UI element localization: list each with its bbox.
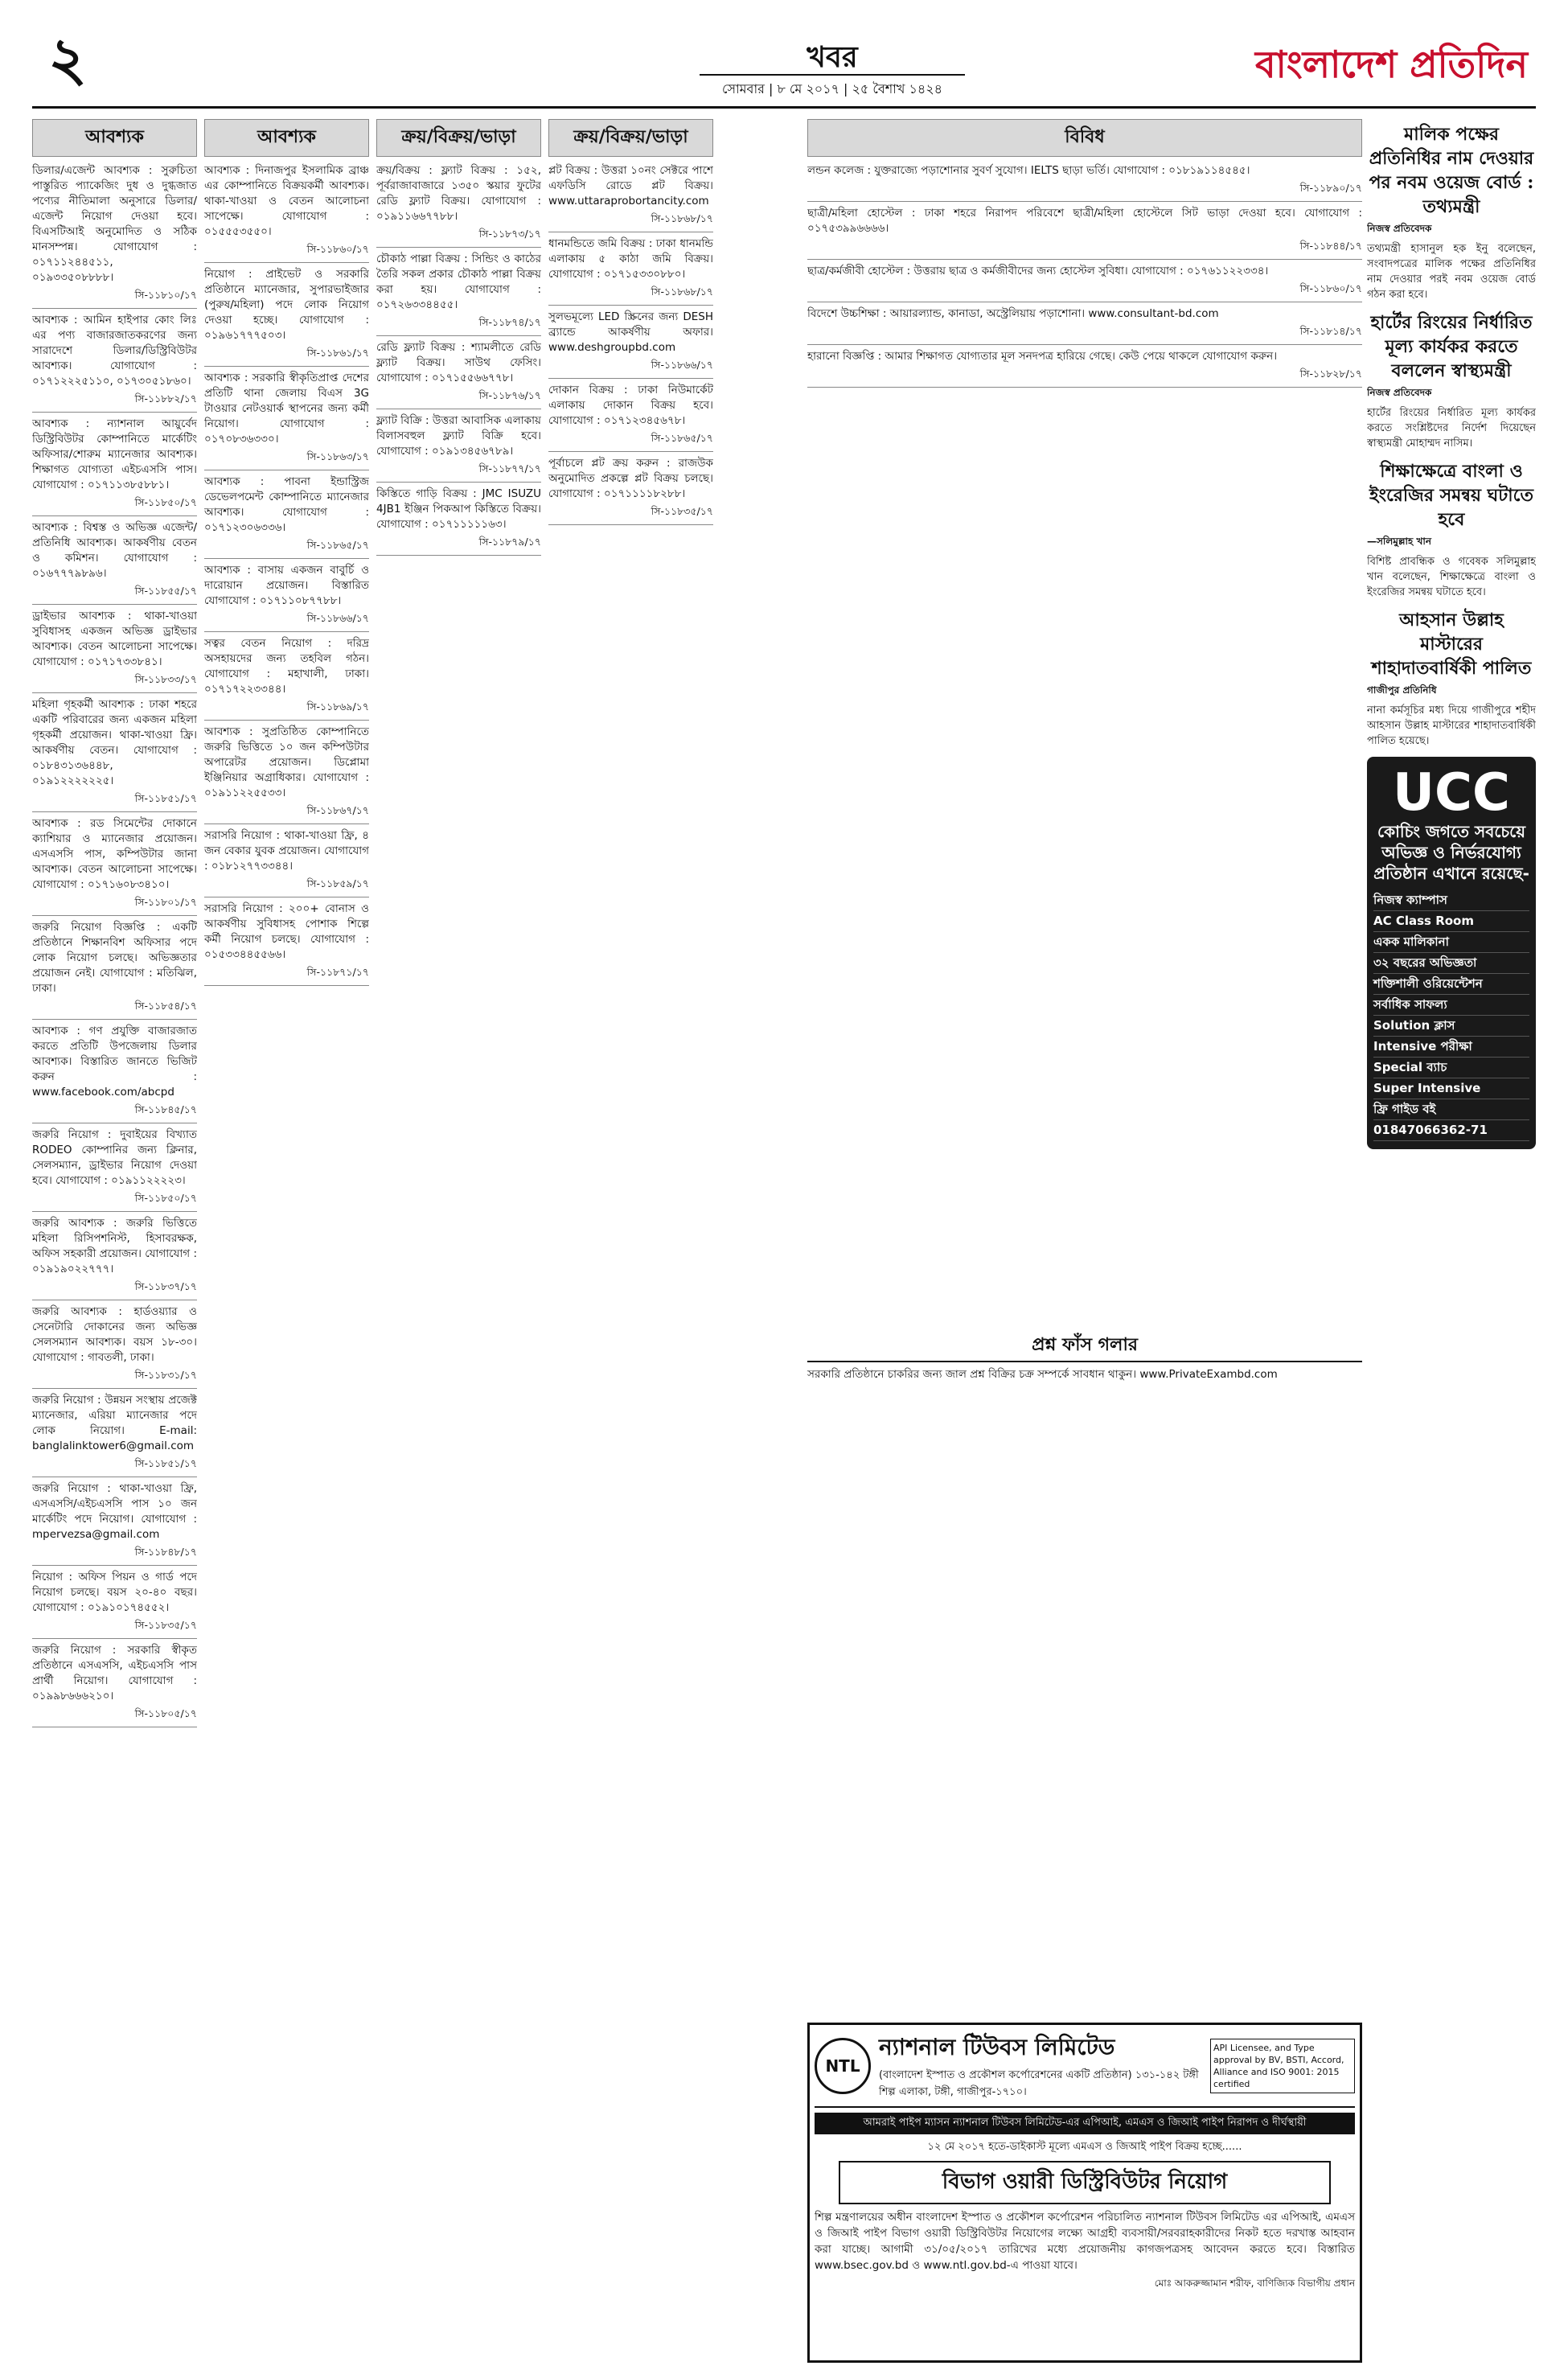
classified-ad: সত্বর বেতন নিয়োগ : দরিদ্র অসহায়দের জন্য তহবিল গঠন। যোগাযোগ : মহাখালী, ঢাকা। ০১৭১৭২২৩৩৪৪। bbox=[204, 637, 369, 696]
ucc-tagline: কোচিং জগতে সবচেয়ে অভিজ্ঞ ও নির্ভরযোগ্য প্রতিষ্ঠান এখানে রয়েছে- bbox=[1373, 822, 1529, 883]
classified-ad: ধানমন্ডিতে জমি বিক্রয় : ঢাকা ধানমন্ডি এলাকায় ৫ কাঠা জমি বিক্রয়। যোগাযোগ : ০১৭১৫৩৩০৮৮০। bbox=[548, 237, 713, 281]
classified-ad: সুলভমূল্যে LED স্ক্রিনের জন্য DESH ব্র্যান্ডে আকর্ষণীয় অফার। www.deshgroupbd.com bbox=[548, 310, 713, 354]
classified-ad: ছাত্র/কর্মজীবী হোস্টেল : উত্তরায় ছাত্র ও কর্মজীবীদের জন্য হোস্টেল সুবিধা। যোগাযোগ : ০১৭৬১১২২৩৩৪। bbox=[807, 265, 1269, 277]
classified-column bbox=[204, 119, 369, 2363]
news-credit: নিজস্ব প্রতিবেদক bbox=[1367, 223, 1432, 234]
news-body: হার্টের রিংয়ের নির্ধারিত মূল্য কার্যকর করতে সংশ্লিষ্টদের নির্দেশ দিয়েছেন স্বাস্থ্যমন্ত্রী মোহাম্মদ নাসিম। bbox=[1367, 407, 1536, 450]
classified-ad: সরাসরি নিয়োগ : থাকা-খাওয়া ফ্রি, ৪ জন বেকার যুবক প্রয়োজন। যোগাযোগ : ০১৮১২৭৭৩৩৪৪। bbox=[204, 829, 369, 873]
news-body: বিশিষ্ট প্রাবন্ধিক ও গবেষক সলিমুল্লাহ খান বলেছেন, শিক্ষাক্ষেত্রে বাংলা ও ইংরেজির সমন্বয় ঘটাতে হবে। bbox=[1367, 556, 1536, 598]
page-number: ২ bbox=[48, 25, 88, 94]
ntl-advertisement bbox=[807, 2023, 1362, 2363]
column-heading: ক্রয়/বিক্রয়/ভাড়া bbox=[376, 119, 541, 157]
ntl-signature: মোঃ আকরুজ্জামান শরীফ, বাণিজ্যিক বিভাগীয় প্রধান bbox=[1154, 2277, 1355, 2289]
ad-reference: সি-১১৮৭৩/১৭ bbox=[376, 227, 541, 248]
ad-reference: সি-১১৮৫০/১৭ bbox=[32, 495, 197, 516]
ntl-banner: আমরাই পাইপ ম্যাসন ন্যাশনাল টিউবস লিমিটেড-এর এপিআই, এমএস ও জিআই পাইপ নিরাপদ ও দীর্ঘস্থায়ী bbox=[815, 2113, 1355, 2134]
ad-reference: সি-১১৮৬০/১৭ bbox=[204, 242, 369, 263]
ad-reference: সি-১১৮৩৫/১৭ bbox=[548, 504, 713, 525]
news-body: তথ্যমন্ত্রী হাসানুল হক ইনু বলেছেন, সংবাদপত্রের মালিক পক্ষের প্রতিনিধির নাম দেওয়ার পরই নবম ওয়েজ বোর্ড গঠন করা হবে। bbox=[1367, 243, 1536, 301]
classified-ad: রেডি ফ্ল্যাট বিক্রয় : শ্যামলীতে রেডি ফ্ল্যাট বিক্রয়। সাউথ ফেসিং। যোগাযোগ : ০১৭১৫৫৬৬৭৭৮। bbox=[376, 341, 541, 384]
ntl-certification: API Licensee, and Type approval by BV, BSTI, Accord, Alliance and ISO 9001: 2015 certified bbox=[1210, 2039, 1355, 2093]
classified-ad: আবশ্যক : দিনাজপুর ইসলামিক ব্রাঞ্চ এর কোম্পানিতে বিক্রয়কর্মী আবশ্যক। থাকা-খাওয়া ও বেতন আলোচনা সাপেক্ষে। যোগাযোগ : ০১৫৫৫৩৫৫০। bbox=[204, 164, 369, 238]
classified-ad: ড্রাইভার আবশ্যক : থাকা-খাওয়া সুবিধাসহ একজন অভিজ্ঞ ড্রাইভার আবশ্যক। বেতন আলোচনা সাপেক্ষে। যোগাযোগ : ০১৭১৭৩৩৮৪১। bbox=[32, 610, 197, 668]
classified-ad: জরুরি নিয়োগ বিজ্ঞপ্তি : একটি প্রতিষ্ঠানে শিক্ষানবিশ অফিসার পদে লোক নিয়োগ চলছে। অভিজ্ঞতার প্রয়োজন নেই। যোগাযোগ : মতিঝিল, ঢাকা। bbox=[32, 921, 197, 995]
ad-reference: সি-১১৮৫০/১৭ bbox=[32, 1191, 197, 1212]
ad-reference: সি-১১৮৩১/১৭ bbox=[32, 1368, 197, 1389]
classified-ad: সরাসরি নিয়োগ : ২০০+ বোনাস ও আকর্ষণীয় সুবিধাসহ পোশাক শিল্পে কর্মী নিয়োগ চলছে। যোগাযোগ : ০১৫৩৩৪৪৫৫৬৬। bbox=[204, 902, 369, 961]
ntl-body: শিল্প মন্ত্রণালয়ের অধীন বাংলাদেশ ইস্পাত ও প্রকৌশল কর্পোরেশন পরিচালিত ন্যাশনাল টিউবস লিমিটেড এর এপিআই, এমএস ও জিআই পাইপ বিভাগ ওয়ারী ডিস্ট্রিবিউটর নিয়োগের লক্ষ্যে আগ্রহী ব্যবসায়ী/সরবরাহকারীদের নিকট হতে দরখাস্ত আহবান করা যাচ্ছে। আগামী ৩১/০৫/২০১৭ তারিখের মধ্যে প্রয়োজনীয় কাগজপত্রসহ আবেদন করতে হবে। বিস্তারিত www.bsec.gov.bd ও www.ntl.gov.bd-এ পাওয়া যাবে। bbox=[815, 2211, 1355, 2272]
notice-text: সরকারি প্রতিষ্ঠানে চাকরির জন্য জাল প্রশ্ন বিক্রির চক্র সম্পর্কে সাবধান থাকুন। www.PrivateExambd.com bbox=[807, 1368, 1278, 1381]
ad-reference: সি-১১৮৬৭/১৭ bbox=[204, 803, 369, 824]
classified-ad: আবশ্যক : পাবনা ইন্ডাস্ট্রিজ ডেভেলপমেন্ট কোম্পানিতে ম্যানেজার আবশ্যক। যোগাযোগ : ০১৭১২৩০৬৩৩৬। bbox=[204, 475, 369, 534]
classified-ad: আবশ্যক : আমিন হাইপার কোং লিঃ এর পণ্য বাজারজাতকরণের জন্য সারাদেশে ডিলার/ডিস্ট্রিবিউটর আবশ্যক। যোগাযোগ : ০১৭১২২২৫১১০, ০১৭৩০৫১৮৬০। bbox=[32, 314, 197, 388]
classified-ad: আবশ্যক : ন্যাশনাল আয়ুর্বেদ ডিস্ট্রিবিউটর কোম্পানিতে মার্কেটিং অফিসার/শোরুম ম্যানেজার আবশ্যক। শিক্ষাগত যোগ্যতা এইচএসসি পাস। যোগাযোগ : ০১৭১১৩৮৫৮৮১। bbox=[32, 417, 197, 491]
ucc-feature: Solution ক্লাস bbox=[1373, 1016, 1529, 1037]
classified-ad: দোকান বিক্রয় : ঢাকা নিউমার্কেট এলাকায় দোকান বিক্রয় হবে। যোগাযোগ : ০১৭১২৩৪৫৬৭৮। bbox=[548, 384, 713, 427]
ad-reference: সি-১১৮৫১/১৭ bbox=[32, 791, 197, 812]
masthead-rule bbox=[32, 106, 1536, 109]
ntl-name: ন্যাশনাল টিউবস লিমিটেড bbox=[879, 2034, 1115, 2060]
news-headline: আহসান উল্লাহ মাস্টারের শাহাদাতবার্ষিকী পালিত bbox=[1371, 610, 1532, 679]
ucc-advertisement bbox=[1367, 757, 1536, 1149]
ntl-subtitle: (বাংলাদেশ ইস্পাত ও প্রকৌশল কর্পোরেশনের একটি প্রতিষ্ঠান) ১৩১-১৪২ টঙ্গী শিল্প এলাকা, টঙ্গী, গাজীপুর-১৭১০। bbox=[879, 2069, 1199, 2098]
ad-reference: সি-১১৮৭১/১৭ bbox=[204, 965, 369, 986]
classified-ad: আবশ্যক : রড সিমেন্টের দোকানে ক্যাশিয়ার ও ম্যানেজার প্রয়োজন। এসএসসি পাস, কম্পিউটার জানা আবশ্যক। বেতন আলোচনা সাপেক্ষে। যোগাযোগ : ০১৭১৬০৮৩৪১০। bbox=[32, 817, 197, 891]
ntl-date: ১২ মে ২০১৭ হতে-ডাইকাস্ট মূল্যে এমএস ও জিআই পাইপ বিক্রয় হচ্ছে...... bbox=[927, 2141, 1242, 2153]
news-credit: গাজীপুর প্রতিনিধি bbox=[1367, 684, 1437, 696]
ad-reference: সি-১১৮৭৯/১৭ bbox=[376, 535, 541, 556]
notice-title: প্রশ্ন ফাঁস গলার bbox=[807, 1331, 1362, 1362]
ad-reference: সি-১১৮৬৩/১৭ bbox=[204, 450, 369, 470]
classified-ad: চৌকাঠ পাল্লা বিক্রয় : সিন্ডিং ও কাঠের তৈরি সকল প্রকার চৌকাঠ পাল্লা বিক্রয় করা হয়। যোগাযোগ : ০১৭২৬৩৩৪৪৫৫। bbox=[376, 253, 541, 311]
classified-ad: কিস্তিতে গাড়ি বিক্রয় : JMC ISUZU 4JB1 ইঞ্জিন পিকআপ কিস্তিতে বিক্রয়। যোগাযোগ : ০১৭১১১১১৬৩। bbox=[376, 487, 541, 531]
classified-ad: প্লট বিক্রয় : উত্তরা ১০নং সেক্টরে পাশে এফডিসি রোডে প্লট বিক্রয়। www.uttaraprobortancity.com bbox=[548, 164, 713, 207]
section-title: খবর bbox=[807, 40, 858, 74]
ad-reference: সি-১১৮৩৫/১৭ bbox=[32, 1618, 197, 1639]
ucc-feature: ৩২ বছরের অভিজ্ঞতা bbox=[1373, 953, 1529, 974]
classified-ad: মহিলা গৃহকর্মী আবশ্যক : ঢাকা শহরে একটি পরিবারের জন্য একজন মহিলা গৃহকর্মী প্রয়োজন। থাকা-খাওয়া ফ্রি। আকর্ষণীয় বেতন। যোগাযোগ : ০১৮৪৩১৩৬৪৪৮, ০১৯১২২২২২২৫। bbox=[32, 698, 197, 787]
classified-ad: জরুরি নিয়োগ : সরকারি স্বীকৃত প্রতিষ্ঠানে এসএসসি, এইচএসসি পাস প্রার্থী নিয়োগ। যোগাযোগ : ০১৯৯৮৬৬৬২১০। bbox=[32, 1644, 197, 1702]
ntl-logo: NTL bbox=[815, 2038, 871, 2094]
ad-reference: সি-১১৮০৫/১৭ bbox=[32, 1707, 197, 1727]
news-body: নানা কর্মসূচির মধ্য দিয়ে গাজীপুরে শহীদ আহসান উল্লাহ মাস্টারের শাহাদাতবার্ষিকী পালিত হয়েছে। bbox=[1367, 704, 1536, 747]
classified-ad: জরুরি আবশ্যক : জরুরি ভিত্তিতে মহিলা রিসিপশনিস্ট, হিসাবরক্ষক, অফিস সহকারী প্রয়োজন। যোগাযোগ : ০১৯১৯০২২৭৭৭। bbox=[32, 1217, 197, 1275]
ad-reference: সি-১১৮৭৬/১৭ bbox=[376, 388, 541, 409]
ucc-feature: নিজস্ব ক্যাম্পাস bbox=[1373, 890, 1529, 911]
ad-reference: সি-১১৮৪৮/১৭ bbox=[32, 1545, 197, 1566]
column-heading: আবশ্যক bbox=[204, 119, 369, 157]
classified-ad: ডিলার/এজেন্ট আবশ্যক : সুরুচিতা পাস্তুরিত প্যাকেজিং দুধ ও দুগ্ধজাত পণ্যের নীতিমালা অনুসারে ডিলার/এজেন্ট নিয়োগ দেওয়া হবে। বিএসটিআই অনুমোদিত ও সঠিক মানসম্পন্ন। যোগাযোগ : ০১৭১১২৪৪৫১১, ০১৯৩৩৫০৮৮৮৮। bbox=[32, 164, 197, 284]
ad-reference: সি-১১৮৭৭/১৭ bbox=[376, 462, 541, 483]
ad-reference: সি-১১৮৩৩/১৭ bbox=[32, 672, 197, 693]
ad-reference: সি-১১৮৬৫/১৭ bbox=[548, 431, 713, 452]
ad-reference: সি-১১৮৭৪/১৭ bbox=[376, 315, 541, 336]
ad-reference: সি-১১৮৩৭/১৭ bbox=[32, 1279, 197, 1300]
ucc-feature: Special ব্যাচ bbox=[1373, 1058, 1529, 1078]
column-heading: আবশ্যক bbox=[32, 119, 197, 157]
news-credit: নিজস্ব প্রতিবেদক bbox=[1367, 387, 1432, 398]
ad-reference: সি-১১৮৬১/১৭ bbox=[204, 346, 369, 367]
ucc-logo: UCC bbox=[1393, 763, 1510, 823]
classified-ad: আবশ্যক : গণ প্রযুক্তি বাজারজাত করতে প্রতিটি উপজেলায় ডিলার আবশ্যক। বিস্তারিত জানতে ভিজিট করুন : www.facebook.com/abcpd bbox=[32, 1025, 197, 1099]
news-headline: মালিক পক্ষের প্রতিনিধির নাম দেওয়ার পর নবম ওয়েজ বোর্ড : তথ্যমন্ত্রী bbox=[1369, 124, 1534, 217]
ucc-feature: AC Class Room bbox=[1373, 911, 1529, 932]
classified-ad: ক্রয়/বিক্রয় : ফ্ল্যাট বিক্রয় : ১৫২, পূর্বরাজাবাজারে ১৩৫০ স্কয়ার ফুটের রেডি ফ্ল্যাট বিক্রয়। যোগাযোগ : ০১৯১১৬৬৭৭৮৮। bbox=[376, 164, 541, 223]
classified-ad: নিয়োগ : প্রাইভেট ও সরকারি প্রতিষ্ঠানে ম্যানেজার, সুপারভাইজার (পুরুষ/মহিলা) পদে লোক নিয়োগ দেওয়া হচ্ছে। যোগাযোগ : ০১৯৬১৭৭৭৫০৩। bbox=[204, 268, 369, 342]
ad-reference: সি-১১৮৬৮/১৭ bbox=[548, 212, 713, 232]
ucc-feature-list bbox=[1373, 890, 1529, 1141]
ucc-feature: একক মালিকানা bbox=[1373, 932, 1529, 953]
ucc-feature: ফ্রি গাইড বই bbox=[1373, 1099, 1529, 1120]
ad-reference: সি-১১৮৫৪/১৭ bbox=[32, 999, 197, 1020]
ad-reference: সি-১১৮৬৬/১৭ bbox=[548, 358, 713, 379]
ad-reference: সি-১১৮৪৪/১৭ bbox=[807, 239, 1362, 260]
ad-reference: সি-১১৮৬৬/১৭ bbox=[204, 611, 369, 632]
ucc-feature: Super Intensive bbox=[1373, 1078, 1529, 1099]
classified-column bbox=[807, 119, 1362, 1317]
classified-ad: ফ্ল্যাট বিক্রি : উত্তরা আবাসিক এলাকায় বিলাসবহুল ফ্ল্যাট বিক্রি হবে। যোগাযোগ : ০১৯১৩৪৫৬৭৮৯। bbox=[376, 414, 541, 458]
column-heading: বিবিধ bbox=[807, 119, 1362, 157]
ad-reference: সি-১১৮৬৮/১৭ bbox=[548, 285, 713, 306]
classified-ad: হারানো বিজ্ঞপ্তি : আমার শিক্ষাগত যোগ্যতার মূল সনদপত্র হারিয়ে গেছে। কেউ পেয়ে থাকলে যোগাযোগ করুন। bbox=[807, 350, 1278, 363]
news-credit: —সলিমুল্লাহ খান bbox=[1367, 536, 1431, 547]
classified-ad: জরুরি নিয়োগ : দুবাইয়ের বিখ্যাত RODEO কোম্পানির জন্য ক্লিনার, সেলসম্যান, ড্রাইভার নিয়োগ দেওয়া হবে। যোগাযোগ : ০১৯১১২২২২৩। bbox=[32, 1128, 197, 1187]
ad-reference: সি-১১৮৪৫/১৭ bbox=[32, 1103, 197, 1123]
ad-reference: সি-১১৮০১/১৭ bbox=[32, 895, 197, 916]
ad-reference: সি-১১৮৫১/১৭ bbox=[32, 1456, 197, 1477]
classified-ad: আবশ্যক : সরকারি স্বীকৃতিপ্রাপ্ত দেশের প্রতিটি থানা জেলায় বিএস 3G টাওয়ার নেটওয়ার্ক স্থাপনের জন্য কর্মী নিয়োগ। যোগাযোগ : ০১৭০৮৩৬৩৩০। bbox=[204, 372, 369, 446]
column-heading: ক্রয়/বিক্রয়/ভাড়া bbox=[548, 119, 713, 157]
ucc-feature: শক্তিশালী ওরিয়েন্টেশন bbox=[1373, 974, 1529, 995]
classified-ad: জরুরি নিয়োগ : উন্নয়ন সংস্থায় প্রজেক্ট ম্যানেজার, এরিয়া ম্যানেজার পদে লোক নিয়োগ। E-mail: banglalinktower6@gmail.com bbox=[32, 1394, 197, 1452]
classified-ad: আবশ্যক : বাসায় একজন বাবুর্চি ও দারোয়ান প্রয়োজন। বিস্তারিত যোগাযোগ : ০১৭১১০৮৭৭৮৮। bbox=[204, 564, 369, 607]
newspaper-logo: বাংলাদেশ প্রতিদিন bbox=[1254, 43, 1528, 86]
ad-reference: সি-১১৮৫৫/১৭ bbox=[32, 584, 197, 605]
classified-column bbox=[376, 119, 541, 2363]
masthead bbox=[32, 27, 1536, 101]
classified-column bbox=[32, 119, 197, 2363]
ad-reference: সি-১১৮৫৯/১৭ bbox=[204, 877, 369, 897]
news-headline: হার্টের রিংয়ের নির্ধারিত মূল্য কার্যকর করতে বললেন স্বাস্থ্যমন্ত্রী bbox=[1370, 312, 1533, 381]
ad-reference: সি-১১৮৬৯/১৭ bbox=[204, 700, 369, 721]
classified-ad: নিয়োগ : অফিস পিয়ন ও গার্ড পদে নিয়োগ চলছে। বয়স ২০-৪০ বছর। যোগাযোগ : ০১৯১০১৭৪৫৫২। bbox=[32, 1571, 197, 1614]
classified-ad: আবশ্যক : সুপ্রতিষ্ঠিত কোম্পানিতে জরুরি ভিত্তিতে ১০ জন কম্পিউটার অপারেটর প্রয়োজন। ডিপ্লোমা ইঞ্জিনিয়ার অগ্রাধিকার। যোগাযোগ : ০১৯১১২২৫৫৩৩। bbox=[204, 725, 369, 799]
question-leak-notice bbox=[807, 1331, 1362, 1385]
news-headline: শিক্ষাক্ষেত্রে বাংলা ও ইংরেজির সমন্বয় ঘটাতে হবে bbox=[1369, 461, 1533, 530]
news-column bbox=[1367, 119, 1536, 2363]
dateline: সোমবার | ৮ মে ২০১৭ | ২৫ বৈশাখ ১৪২৪ bbox=[700, 74, 965, 101]
ad-reference: সি-১১৮১৪/১৭ bbox=[807, 324, 1362, 345]
ad-reference: সি-১১৮৬৫/১৭ bbox=[204, 538, 369, 559]
ad-reference: সি-১১৮৯০/১৭ bbox=[807, 181, 1362, 202]
ucc-feature: সর্বাধিক সাফল্য bbox=[1373, 995, 1529, 1016]
ad-reference: সি-১১৮৬০/১৭ bbox=[807, 281, 1362, 302]
classified-ad: পূর্বাচলে প্লট ক্রয় করুন : রাজউক অনুমোদিত প্রকল্পে প্লট বিক্রয় চলছে। যোগাযোগ : ০১৭১১১১৮২৮৮। bbox=[548, 457, 713, 500]
classified-column bbox=[548, 119, 713, 1486]
ad-reference: সি-১১৮২৮/১৭ bbox=[807, 367, 1362, 388]
classified-ad: বিদেশে উচ্চশিক্ষা : আয়ারল্যান্ড, কানাডা, অস্ট্রেলিয়ায় পড়াশোনা। www.consultant-bd.com bbox=[807, 307, 1219, 320]
classified-ad: লন্ডন কলেজ : যুক্তরাজ্যে পড়াশোনার সুবর্ণ সুযোগ। IELTS ছাড়া ভর্তি। যোগাযোগ : ০১৮১৯১১৪৫৪৫। bbox=[807, 164, 1250, 177]
ad-reference: সি-১১৮৮২/১৭ bbox=[32, 392, 197, 413]
classified-ad: আবশ্যক : বিশ্বস্ত ও অভিজ্ঞ এজেন্ট/প্রতিনিধি আবশ্যক। আকর্ষণীয় বেতন ও কমিশন। যোগাযোগ : ০১৬৭৭৭৯৮৯৬। bbox=[32, 521, 197, 580]
ucc-feature: Intensive পরীক্ষা bbox=[1373, 1037, 1529, 1058]
ucc-feature: 01847066362-71 bbox=[1373, 1120, 1529, 1141]
ad-reference: সি-১১৮১০/১৭ bbox=[32, 288, 197, 309]
classified-ad: জরুরি নিয়োগ : থাকা-খাওয়া ফ্রি, এসএসসি/এইচএসসি পাস ১০ জন মার্কেটিং পদে নিয়োগ। যোগাযোগ : mpervezsa@gmail.com bbox=[32, 1482, 197, 1541]
classified-ad: ছাত্রী/মহিলা হোস্টেল : ঢাকা শহরে নিরাপদ পরিবেশে ছাত্রী/মহিলা হোস্টেলে সিট ভাড়া দেওয়া হবে। যোগাযোগ : ০১৭৫৩৯৯৬৬৬৬। bbox=[807, 207, 1362, 235]
ntl-heading: বিভাগ ওয়ারী ডিস্ট্রিবিউটর নিয়োগ bbox=[839, 2161, 1331, 2204]
classified-ad: জরুরি আবশ্যক : হার্ডওয়্যার ও সেনেটারি দোকানের জন্য অভিজ্ঞ সেলসম্যান আবশ্যক। বয়স ১৮-৩০। যোগাযোগ : গাবতলী, ঢাকা। bbox=[32, 1305, 197, 1364]
